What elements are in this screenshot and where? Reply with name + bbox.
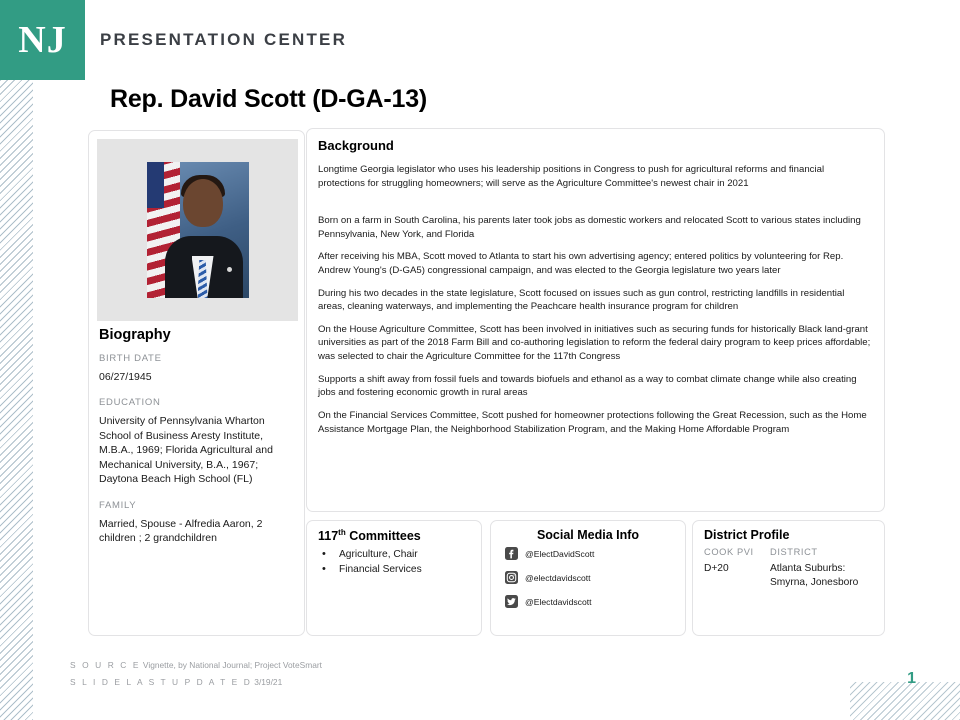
district-value: Atlanta Suburbs: Smyrna, Jonesboro xyxy=(770,563,859,588)
family-value: Married, Spouse - Alfredia Aaron, 2 children ; 2 grandchildren xyxy=(99,517,263,545)
background-paragraph: Supports a shift away from fossil fuels and towards biofuels and ethanol as a way to combat climate change while also creating jobs and fostering economic growth in rural areas xyxy=(318,373,857,399)
committees-ordinal-suffix: th xyxy=(338,528,346,537)
background-paragraph: After receiving his MBA, Scott moved to Atlanta to start his own advertising agency; entered politics by volunteering for Rep. Andrew Young's (D-GA5) congressional campaign, and was elected to the Georgia legislature two years later xyxy=(318,251,844,277)
cook-pvi-label: COOK PVI xyxy=(704,547,754,557)
district-profile-title: District Profile xyxy=(704,528,790,542)
page-number: 1 xyxy=(907,670,916,687)
district-profile-grid xyxy=(693,547,884,590)
committees-list xyxy=(307,548,481,577)
social-account-instagram[interactable] xyxy=(491,571,685,584)
background-title: Background xyxy=(318,138,394,153)
background-body xyxy=(307,129,884,436)
last-updated-label: S L I D E L A S T U P D A T E D xyxy=(70,677,252,687)
logo-text: NJ xyxy=(18,19,67,61)
source-label: S O U R C E xyxy=(70,660,141,670)
footer xyxy=(70,660,322,694)
family-label: FAMILY xyxy=(99,499,137,511)
lapel-pin xyxy=(227,267,232,272)
portrait-frame xyxy=(97,139,298,321)
facebook-icon xyxy=(505,547,518,560)
brand-title: PRESENTATION CENTER xyxy=(100,30,348,49)
national-journal-logo xyxy=(0,0,85,80)
list-item: • Financial Services xyxy=(318,563,470,577)
background-card xyxy=(306,128,885,512)
biography-body xyxy=(99,327,294,559)
source-value: Vignette, by National Journal; Project VoteSmart xyxy=(142,660,322,670)
page-title: Rep. David Scott (D-GA-13) xyxy=(110,85,428,113)
twitter-icon xyxy=(505,595,518,608)
last-updated-line xyxy=(70,677,322,687)
education-value: University of Pennsylvania Wharton School of Business Aresty Institute, M.B.A., 1969; Florida Agricultural and Mechanical University, B.A., 1967; Daytona Beach High School (FL) xyxy=(99,415,273,486)
last-updated-value: 3/19/21 xyxy=(254,677,283,687)
background-paragraph: During his two decades in the state legislature, Scott focused on issues such as gun control, restricting landfills in residential areas, cleaning waterways, and implementing the Peachcare health insurance program for children xyxy=(318,287,845,313)
social-media-card xyxy=(490,520,686,636)
education-label: EDUCATION xyxy=(99,397,161,409)
committees-title-rest: Committees xyxy=(345,529,421,544)
source-line xyxy=(70,660,322,670)
biography-card xyxy=(88,130,305,636)
social-handle: @ElectDavidScott xyxy=(525,548,595,559)
birth-date-value: 06/27/1945 xyxy=(99,371,152,383)
committees-title xyxy=(307,521,481,548)
list-item: • Agriculture, Chair xyxy=(318,548,470,562)
district-profile-card xyxy=(692,520,885,636)
committees-congress-number: 117 xyxy=(318,529,339,544)
social-handle: @Electdavidscott xyxy=(525,596,592,607)
instagram-icon xyxy=(505,571,518,584)
district-label: DISTRICT xyxy=(770,547,818,557)
social-handle: @electdavidscott xyxy=(525,572,591,583)
committees-card xyxy=(306,520,482,636)
background-paragraph: On the Financial Services Committee, Scott pushed for homeowner protections following the Great Recession, such as the Home Assistance Mortgage Plan, the Neighborhood Stabilization Program, and the Making Home Affordable Program xyxy=(318,409,867,435)
social-media-title: Social Media Info xyxy=(536,528,640,542)
social-account-twitter[interactable] xyxy=(491,595,685,608)
left-stripe-decoration xyxy=(0,80,33,720)
background-paragraph: On the House Agriculture Committee, Scott has been involved in initiatives such as securing funds for historically Black land-grant universities as part of the 2018 Farm Bill and co-authoring legislation to reform the federal dairy program to keep prices affordable; was selected to chair the Agriculture Committee for the 117th Congress xyxy=(318,323,871,363)
corner-stripe-decoration xyxy=(850,682,960,720)
biography-title: Biography xyxy=(99,327,171,343)
background-paragraph: Born on a farm in South Carolina, his parents later took jobs as domestic workers and relocated Scott to various states including Pennsylvania, New York, and Florida xyxy=(318,215,861,240)
birth-date-label: BIRTH DATE xyxy=(99,353,162,364)
portrait-face xyxy=(183,179,223,227)
portrait-photo xyxy=(147,162,249,298)
background-paragraph: Longtime Georgia legislator who uses his leadership positions in Congress to push for agricultural reforms and financial protections for struggling homeowners; will serve as the Agriculture Committee's newest chair in 2021 xyxy=(318,164,825,189)
social-account-facebook[interactable] xyxy=(491,547,685,560)
cook-pvi-value: D+20 xyxy=(704,563,729,574)
